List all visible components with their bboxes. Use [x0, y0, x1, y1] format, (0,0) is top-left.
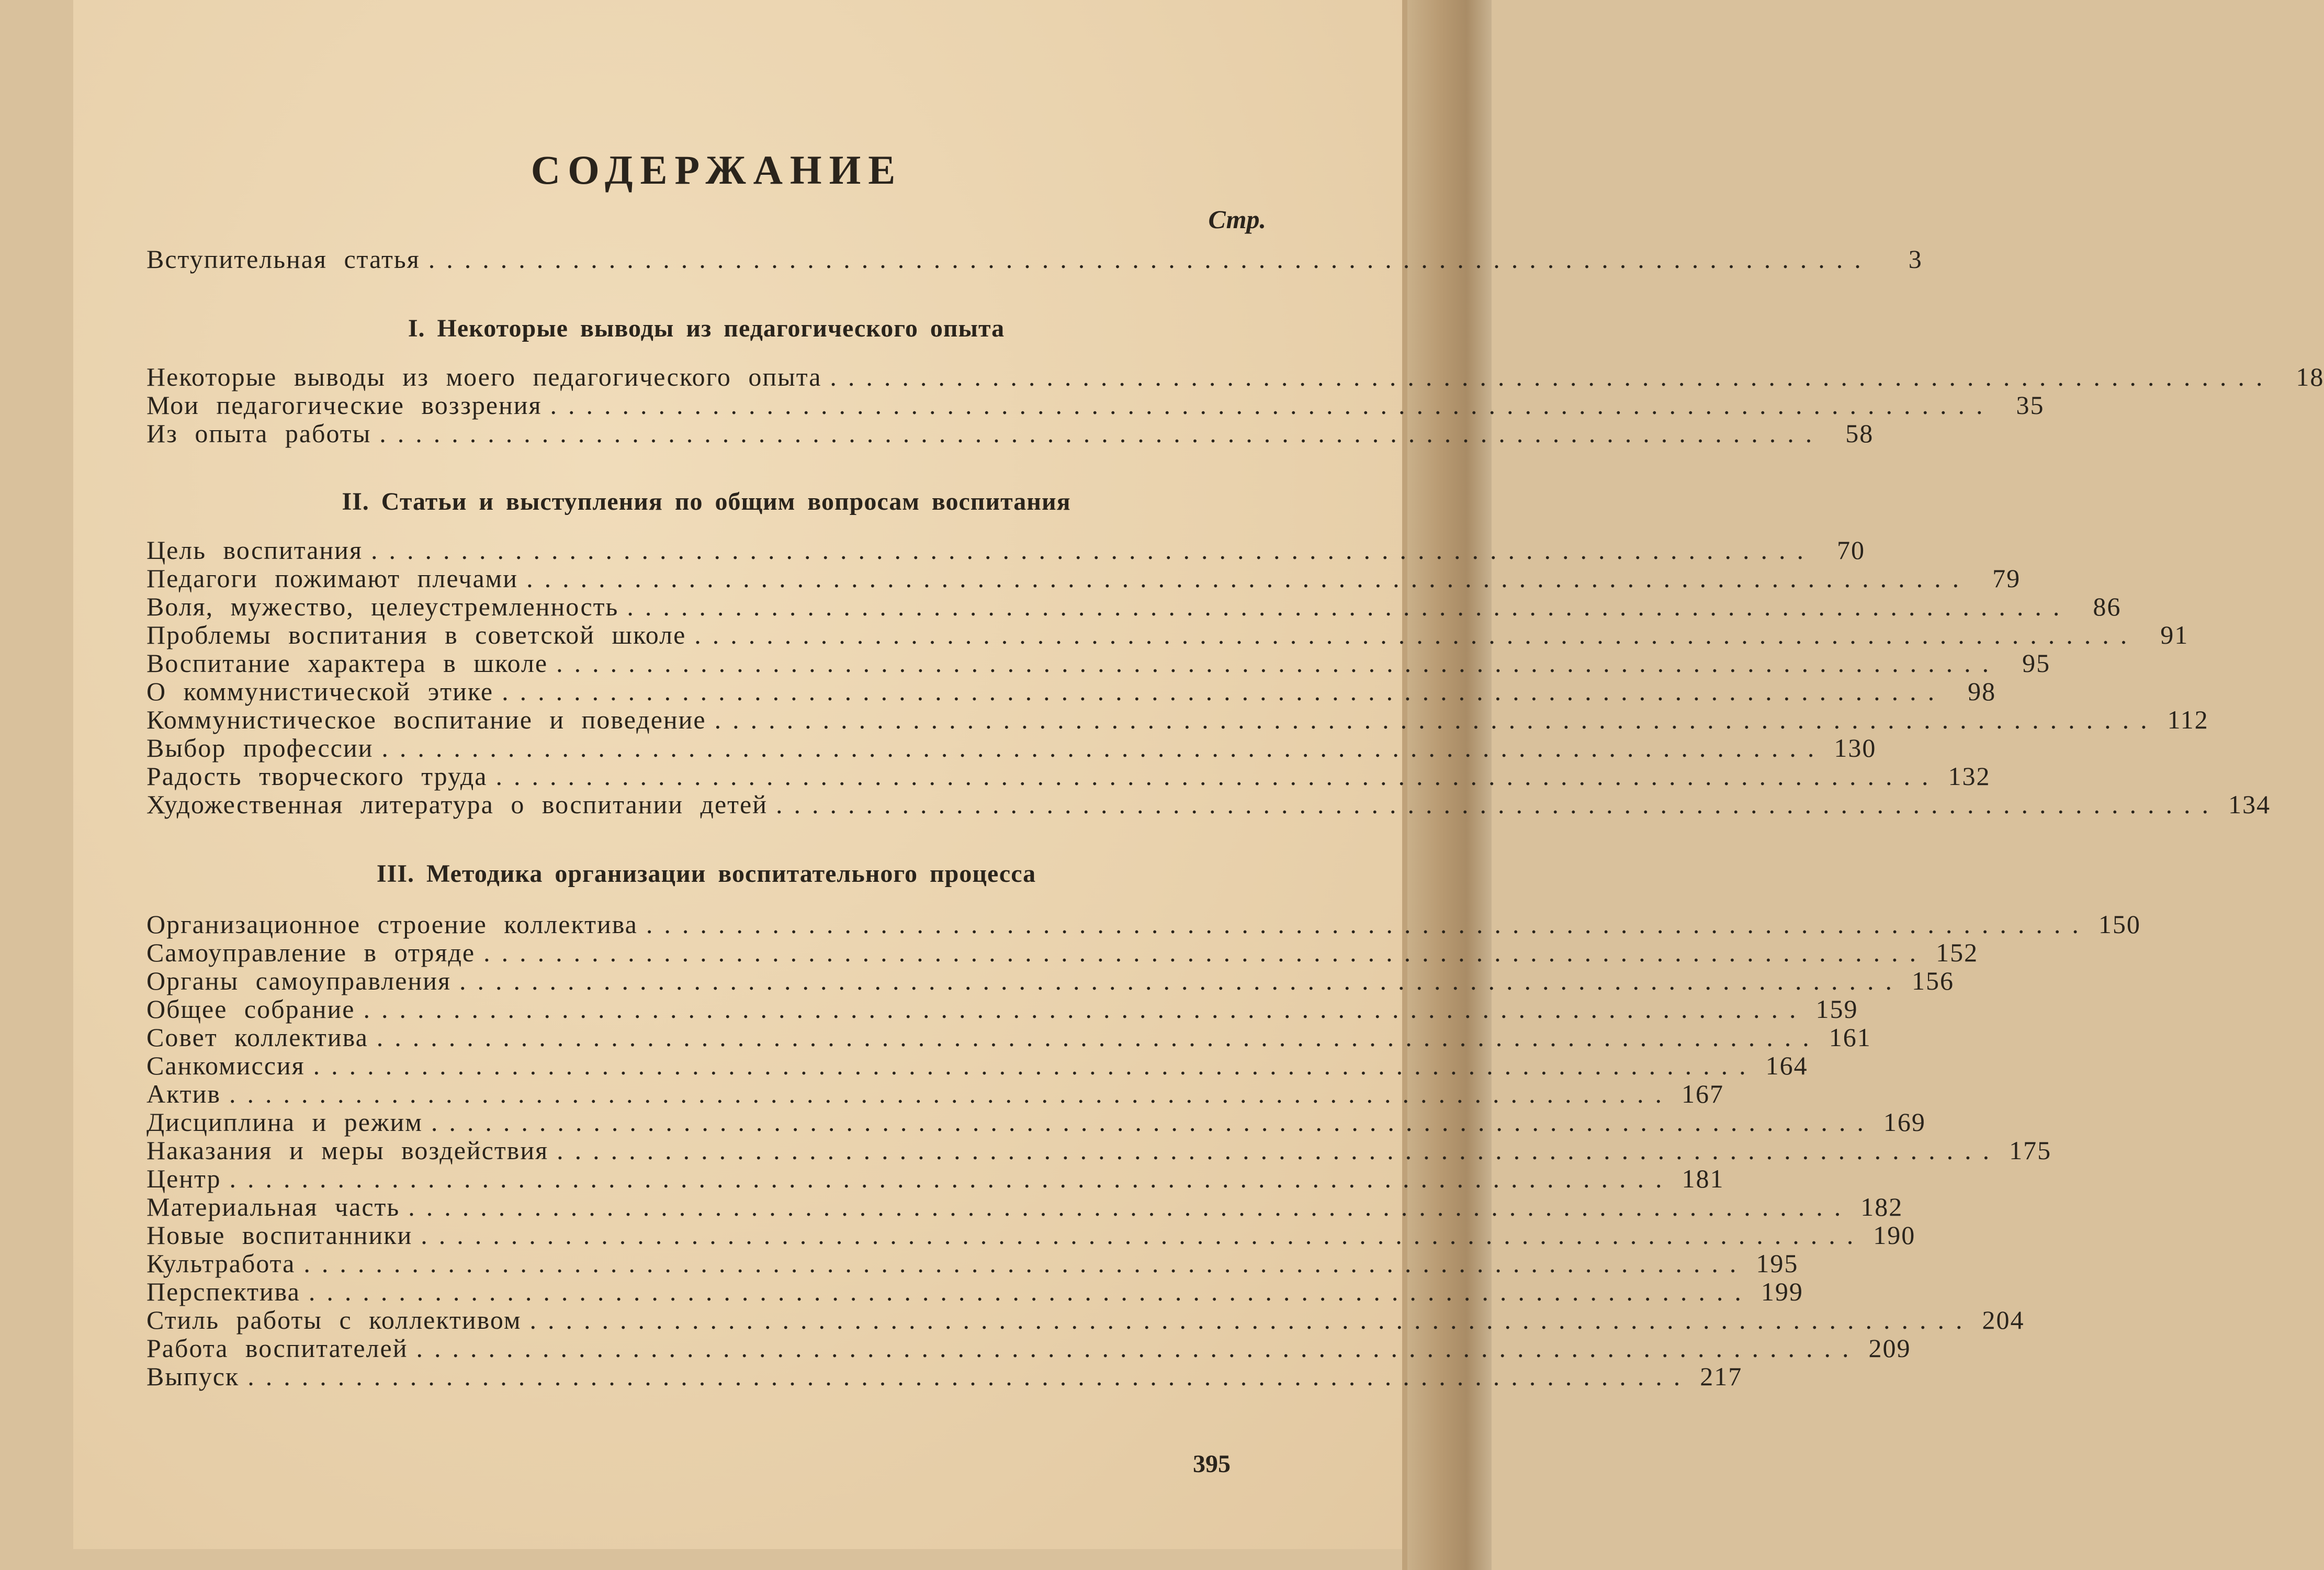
- entry-page-number: 35: [2016, 390, 2045, 420]
- toc-entry: [146, 620, 2189, 649]
- dot-leader: ................................................................................: [627, 592, 2071, 621]
- toc-entry: [146, 937, 1979, 967]
- entry-page-number: 159: [1815, 994, 1858, 1024]
- toc-entry: [146, 648, 2051, 678]
- section-title: III. Методика организации воспитательного процесса: [376, 860, 1036, 888]
- entry-title: Воля, мужество, целеустремленность: [146, 592, 619, 621]
- dot-leader: ................................................................................: [557, 1136, 2001, 1165]
- entry-title: Из опыта работы: [146, 419, 371, 448]
- section-2: [146, 487, 2271, 819]
- folio-page-number: 395: [1193, 1450, 1231, 1478]
- entry-title: Работа воспитателей: [146, 1333, 408, 1363]
- entry-title: Центр: [146, 1164, 221, 1193]
- entry-title: Выпуск: [146, 1362, 240, 1391]
- toc-entry: [146, 676, 1996, 706]
- entry-title: Стиль работы с коллективом: [146, 1305, 522, 1334]
- section-1: [146, 314, 2324, 448]
- entry-page-number: 175: [2009, 1136, 2052, 1165]
- dot-leader: ................................................................................: [646, 910, 2090, 939]
- entry-title: Новые воспитанники: [146, 1220, 413, 1250]
- toc-entry: [146, 1022, 1871, 1052]
- entry-page-number: 150: [2098, 910, 2141, 939]
- toc-entry: [146, 1248, 1799, 1278]
- entry-title: Цель воспитания: [146, 535, 363, 565]
- intro-block: [146, 244, 1923, 274]
- toc-entry: [146, 563, 2021, 593]
- entry-title: Наказания и меры воздействия: [146, 1136, 549, 1165]
- entry-page-number: 169: [1883, 1107, 1926, 1137]
- entry-page-number: 95: [2022, 648, 2051, 678]
- entry-title: Некоторые выводы из моего педагогического опыта: [146, 362, 822, 391]
- entry-title: Художественная литература о воспитании детей: [146, 790, 768, 819]
- entry-page-number: 130: [1834, 733, 1877, 762]
- entry-page-number: 161: [1829, 1023, 1871, 1052]
- dot-leader: ................................................................................: [363, 994, 1808, 1024]
- entry-title: Совет коллектива: [146, 1023, 368, 1052]
- dot-leader: ................................................................................: [714, 705, 2159, 734]
- entry-title: Общее собрание: [146, 994, 355, 1024]
- section-entries: [146, 909, 2141, 1391]
- dot-leader: ................................................................................: [495, 761, 1940, 791]
- section-entries: [146, 362, 2324, 448]
- dot-leader: ................................................................................: [556, 648, 2001, 678]
- entry-page-number: 181: [1682, 1164, 1724, 1193]
- dot-leader: ................................................................................: [370, 535, 1815, 565]
- toc-entry: [146, 1333, 1911, 1363]
- entry-page-number: 164: [1765, 1051, 1808, 1080]
- entry-page-number: 18: [2296, 362, 2324, 391]
- toc-entry: [146, 1079, 1724, 1108]
- entry-title: Культработа: [146, 1249, 296, 1278]
- entry-title: Актив: [146, 1079, 221, 1108]
- entry-page-number: 199: [1761, 1277, 1803, 1306]
- dot-leader: ................................................................................: [483, 938, 1928, 967]
- dot-leader: ................................................................................: [303, 1249, 1748, 1278]
- entry-title: Организационное строение коллектива: [146, 910, 638, 939]
- entry-page-number: 79: [1992, 564, 2021, 593]
- dot-leader: ................................................................................: [408, 1192, 1853, 1221]
- entry-title: Радость творческого труда: [146, 761, 488, 791]
- entry-page-number: 156: [1911, 966, 1954, 995]
- entry-page-number: 98: [1968, 677, 1996, 706]
- toc-entry: [146, 1305, 2025, 1334]
- entry-page-number: 204: [1982, 1305, 2025, 1334]
- dot-leader: ................................................................................: [313, 1051, 1757, 1080]
- toc-entry: [146, 1220, 1916, 1250]
- toc-entry: [146, 418, 1874, 448]
- section-title: I. Некоторые выводы из педагогического опыта: [408, 315, 1005, 342]
- entry-title: О коммунистической этике: [146, 677, 494, 706]
- toc-entry: [146, 789, 2271, 819]
- entry-page-number: 91: [2160, 620, 2189, 649]
- entry-title: Санкомиссия: [146, 1051, 305, 1080]
- table-of-contents: [146, 147, 2324, 1391]
- toc-entry: [146, 1163, 1724, 1193]
- toc-entry: [146, 1192, 1903, 1221]
- entry-page-number: 182: [1860, 1192, 1903, 1221]
- page-column-label: Стр.: [1208, 205, 1266, 234]
- toc-entry: [146, 909, 2141, 939]
- entry-page-number: 152: [1936, 938, 1979, 967]
- toc-entry: [146, 1361, 1743, 1391]
- entry-title: Проблемы воспитания в советской школе: [146, 620, 686, 649]
- entry-page-number: 58: [1845, 419, 1874, 448]
- dot-leader: ................................................................................: [229, 1079, 1673, 1108]
- dot-leader: ................................................................................: [381, 733, 1826, 762]
- entry-page-number: 167: [1681, 1079, 1724, 1108]
- toc-entry: [146, 994, 1858, 1024]
- toc-entry: [146, 362, 2324, 391]
- dot-leader: ................................................................................: [529, 1305, 1974, 1334]
- section-title: II. Статьи и выступления по общим вопросам воспитания: [342, 488, 1071, 515]
- dot-leader: ................................................................................: [526, 564, 1971, 593]
- entry-title: Дисциплина и режим: [146, 1107, 423, 1137]
- toc-entry: [146, 591, 2122, 621]
- dot-leader: ................................................................................: [775, 790, 2220, 819]
- toc-entry: [146, 1050, 1808, 1080]
- entry-page-number: 86: [2093, 592, 2122, 621]
- dot-leader: ................................................................................: [379, 419, 1824, 448]
- entry-title: Педагоги пожимают плечами: [146, 564, 518, 593]
- dot-leader: ................................................................................: [247, 1362, 1692, 1391]
- toc-entry: [146, 1276, 1803, 1306]
- section-3: [146, 859, 2141, 1391]
- entry-title: Перспектива: [146, 1277, 300, 1306]
- entry-title: Материальная часть: [146, 1192, 400, 1221]
- dot-leader: ................................................................................: [416, 1333, 1860, 1363]
- toc-entry: [146, 761, 1991, 791]
- entry-title: Вступительная статья: [146, 244, 420, 274]
- entry-page-number: 132: [1948, 761, 1991, 791]
- dot-leader: ................................................................................: [502, 677, 1946, 706]
- entry-title: Воспитание характера в школе: [146, 648, 548, 678]
- toc-entry: [146, 1135, 2052, 1165]
- toc-entry: [146, 244, 1923, 274]
- entry-page-number: 217: [1700, 1362, 1743, 1391]
- toc-entry: [146, 733, 1877, 762]
- entry-page-number: 112: [2167, 705, 2209, 734]
- dot-leader: ................................................................................: [431, 1107, 1875, 1137]
- dot-leader: ................................................................................: [229, 1164, 1674, 1193]
- toc-entry: [146, 704, 2209, 734]
- toc-entry: [146, 1107, 1926, 1137]
- entry-title: Коммунистическое воспитание и поведение: [146, 705, 706, 734]
- entry-title: Мои педагогические воззрения: [146, 390, 542, 420]
- entry-title: Самоуправление в отряде: [146, 938, 476, 967]
- dot-leader: ................................................................................: [376, 1023, 1821, 1052]
- entry-page-number: 209: [1868, 1333, 1911, 1363]
- entry-title: Выбор профессии: [146, 733, 374, 762]
- contents-heading: СОДЕРЖАНИЕ: [531, 147, 903, 193]
- dot-leader: ................................................................................: [308, 1277, 1753, 1306]
- dot-leader: ................................................................................: [694, 620, 2139, 649]
- toc-entry: [146, 390, 2045, 420]
- entry-page-number: 134: [2228, 790, 2271, 819]
- dot-leader: ................................................................................: [421, 1220, 1865, 1250]
- dot-leader: ................................................................................: [550, 390, 1994, 420]
- dot-leader: ................................................................................: [459, 966, 1903, 995]
- toc-entry: [146, 966, 1954, 995]
- section-entries: [146, 535, 2271, 819]
- toc-entry: [146, 535, 1865, 565]
- entry-page-number: 70: [1836, 535, 1865, 565]
- entry-page-number: 190: [1873, 1220, 1916, 1250]
- dot-leader: ................................................................................: [428, 244, 1872, 274]
- entry-page-number: 195: [1756, 1249, 1799, 1278]
- entry-page-number: 3: [1908, 244, 1923, 274]
- dot-leader: ................................................................................: [830, 362, 2274, 391]
- entry-title: Органы самоуправления: [146, 966, 451, 995]
